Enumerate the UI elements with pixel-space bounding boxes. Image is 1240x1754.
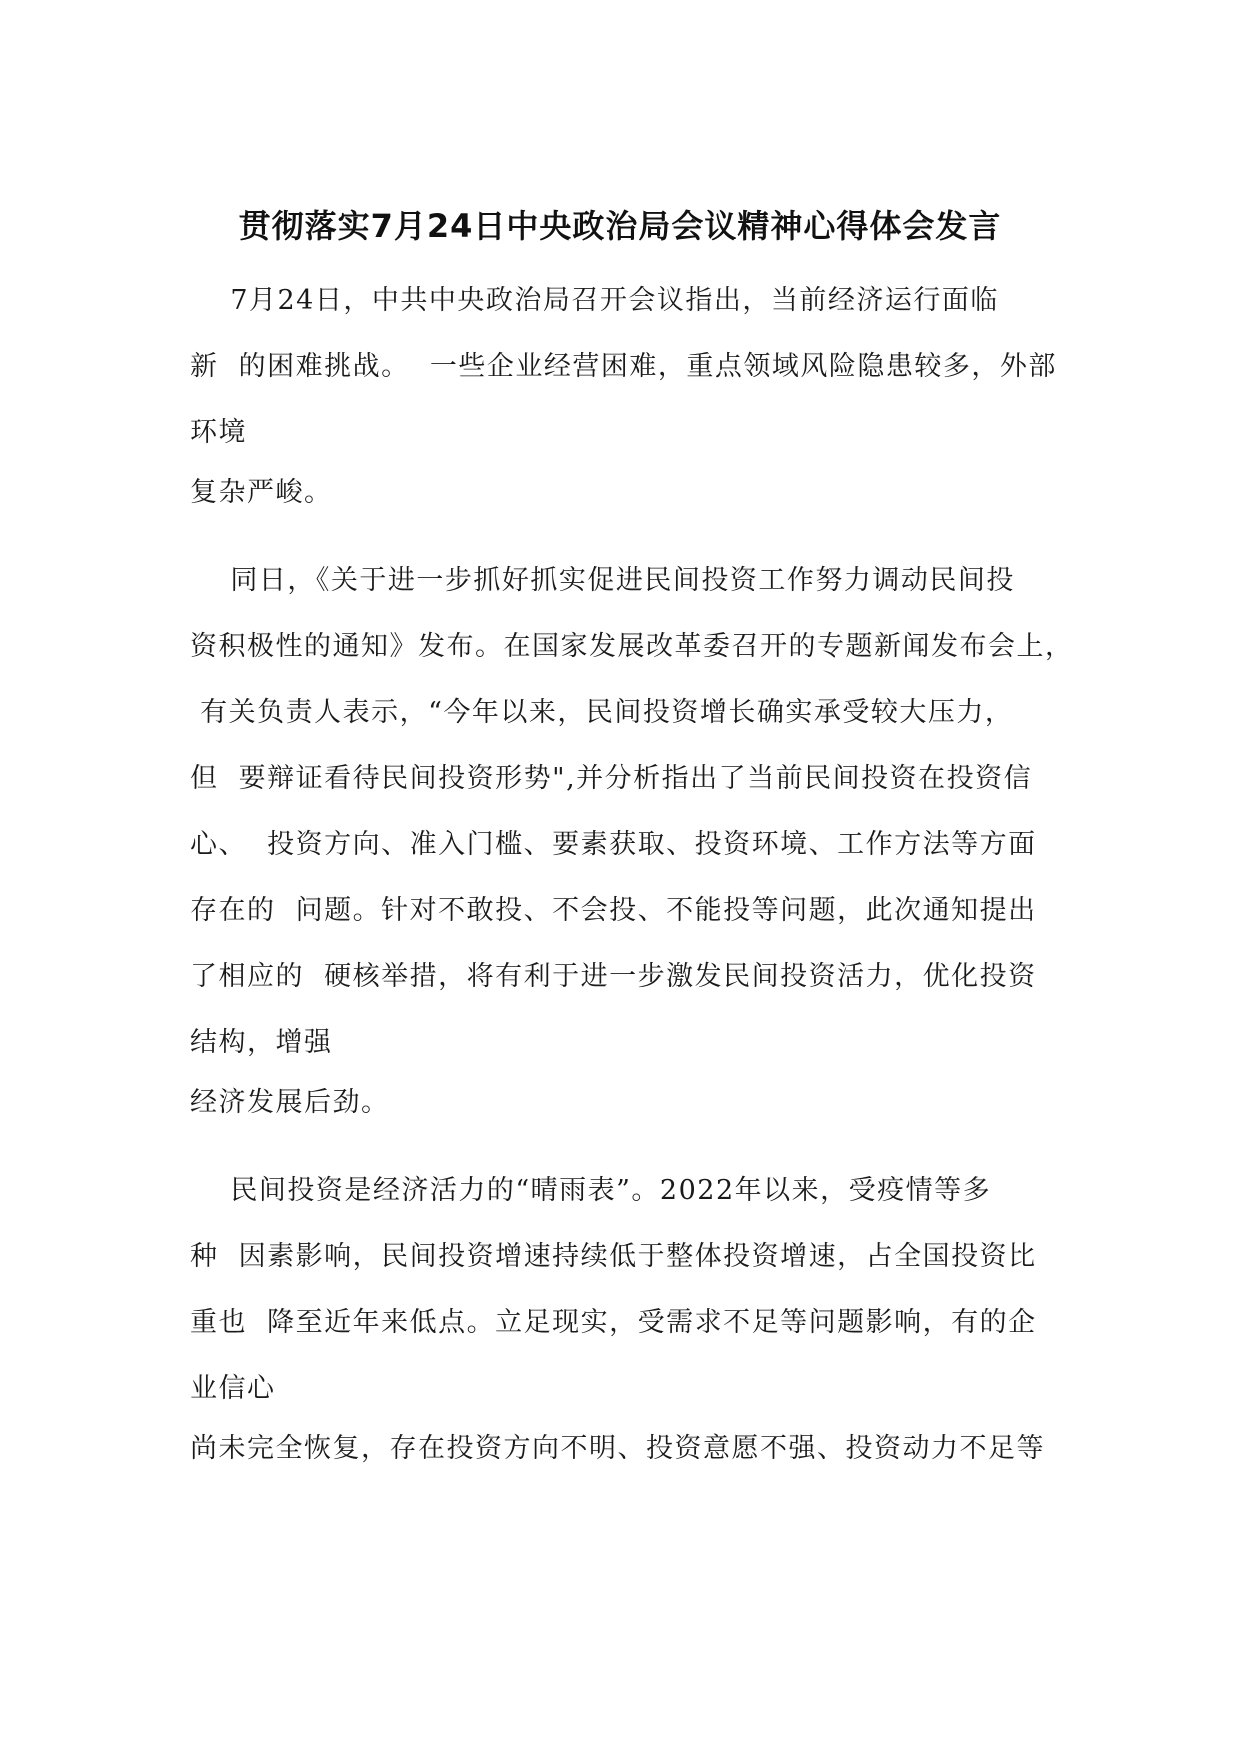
paragraph-line: 经济发展后劲。	[190, 1087, 390, 1118]
paragraph-line: 尚未完全恢复，存在投资方向不明、投资意愿不强、投资动力不足等	[190, 1433, 1045, 1464]
paragraph-line: 有关负责人表示，“今年以来，民间投资增长确实承受较大压力，	[190, 697, 1014, 728]
paragraph-line: 业信心	[190, 1373, 276, 1404]
paragraph-line: 存在的 问题。针对不敢投、不会投、不能投等问题，此次通知提出	[190, 895, 1037, 926]
paragraph-line: 种 因素影响，民间投资增速持续低于整体投资增速，占全国投资比	[190, 1241, 1037, 1272]
paragraph-line: 心、 投资方向、准入门槛、要素获取、投资环境、工作方法等方面	[190, 829, 1037, 860]
paragraph-line: 民间投资是经济活力的“晴雨表”。2022年以来，受疫情等多	[190, 1175, 992, 1206]
paragraph-line: 结构，增强	[190, 1027, 333, 1058]
paragraph-line: 同日，《关于进一步抓好抓实促进民间投资工作努力调动民间投	[190, 565, 1015, 596]
document-title: 贯彻落实7月24日中央政治局会议精神心得体会发言	[238, 207, 1002, 245]
paragraph-line: 新 的困难挑战。 一些企业经营困难，重点领域风险隐患较多，外部	[190, 351, 1057, 382]
paragraph-line: 复杂严峻。	[190, 477, 333, 508]
paragraph-line: 环境	[190, 417, 247, 448]
paragraph-line: 资积极性的通知》发布。在国家发展改革委召开的专题新闻发布会上，	[190, 631, 1074, 662]
paragraph-line: 但 要辩证看待民间投资形势",并分析指出了当前民间投资在投资信	[190, 763, 1033, 794]
paragraph-line: 了相应的 硬核举措，将有利于进一步激发民间投资活力，优化投资	[190, 961, 1037, 992]
paragraph-line: 重也 降至近年来低点。立足现实，受需求不足等问题影响，有的企	[190, 1307, 1037, 1338]
paragraph-line: 7月24日，中共中央政治局召开会议指出，当前经济运行面临	[190, 285, 999, 316]
